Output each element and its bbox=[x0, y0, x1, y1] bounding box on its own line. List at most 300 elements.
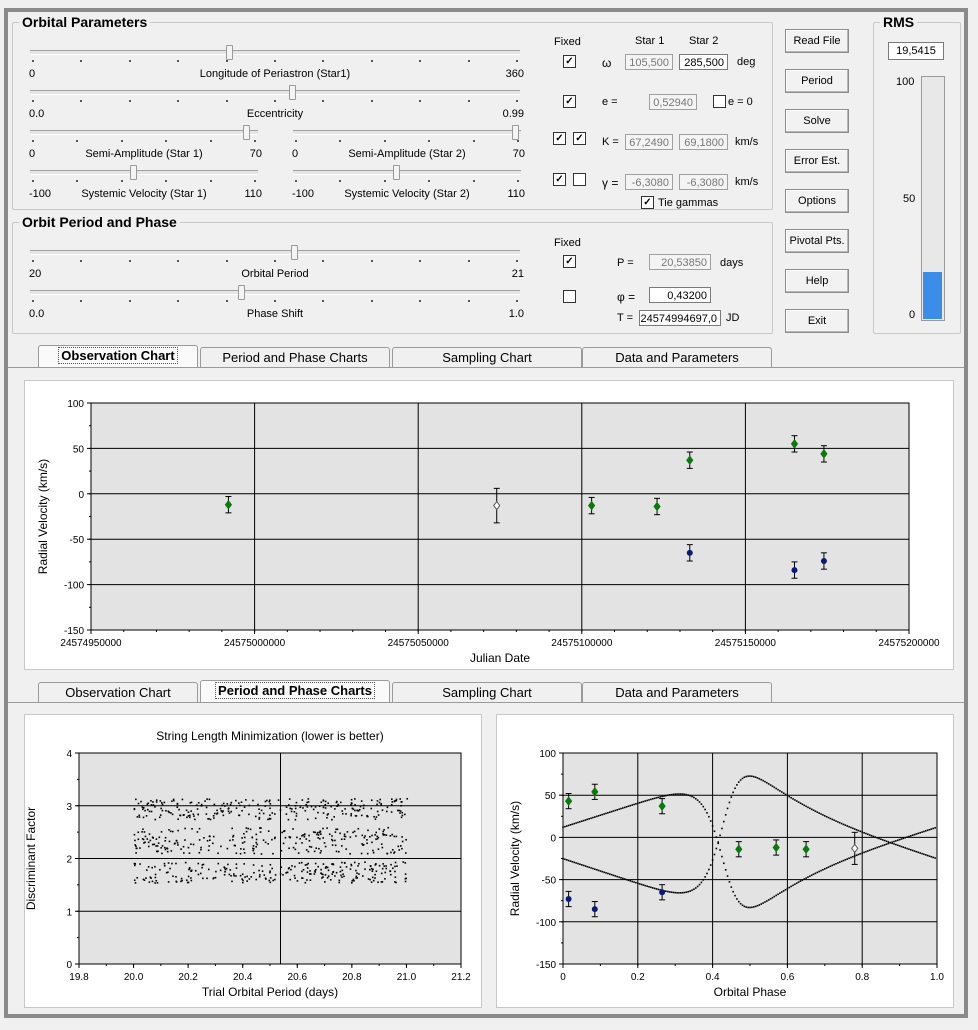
trial-point bbox=[152, 801, 154, 803]
trial-point bbox=[207, 840, 209, 842]
trial-point bbox=[173, 799, 175, 801]
model-point-star1 bbox=[798, 881, 800, 883]
gamma-star2-field[interactable]: -6,3080 bbox=[679, 174, 728, 190]
trial-point bbox=[338, 851, 340, 853]
model-point-star1 bbox=[912, 834, 914, 836]
trial-point bbox=[358, 863, 360, 865]
k2-slider-label: Semi-Amplitude (Star 2) bbox=[348, 148, 466, 160]
slider-tick bbox=[32, 260, 34, 262]
trial-point bbox=[300, 806, 302, 808]
model-point-star2 bbox=[925, 854, 927, 856]
trial-point bbox=[168, 812, 170, 814]
star1-header: Star 1 bbox=[635, 35, 665, 47]
model-point-star2 bbox=[901, 846, 903, 848]
trial-point bbox=[400, 845, 402, 847]
trial-point bbox=[197, 808, 199, 810]
trial-point bbox=[341, 838, 343, 840]
model-point-star2 bbox=[837, 821, 839, 823]
trial-point bbox=[339, 880, 341, 882]
trial-point bbox=[345, 813, 347, 815]
trial-point bbox=[197, 831, 199, 833]
trial-point bbox=[303, 869, 305, 871]
trial-point bbox=[240, 853, 242, 855]
star2-point bbox=[687, 550, 693, 556]
model-point-star2 bbox=[889, 842, 891, 844]
trial-point bbox=[294, 866, 296, 868]
model-point-star1 bbox=[820, 870, 822, 872]
trial-point bbox=[145, 836, 147, 838]
trial-point bbox=[223, 803, 225, 805]
phase-slider-track[interactable] bbox=[30, 290, 520, 295]
trial-point bbox=[293, 847, 295, 849]
model-point-star2 bbox=[712, 859, 714, 861]
trial-point bbox=[363, 844, 365, 846]
ecc-fixed-checkbox[interactable]: ✓ bbox=[563, 95, 576, 108]
k-star1-field[interactable]: 67,2490 bbox=[625, 134, 673, 150]
pivotal-pts-button[interactable]: Pivotal Pts. bbox=[785, 229, 849, 253]
trial-point bbox=[235, 875, 237, 877]
model-point-star1 bbox=[736, 898, 738, 900]
model-point-star1 bbox=[787, 888, 789, 890]
trial-point bbox=[178, 809, 180, 811]
ecc-field[interactable]: 0,52940 bbox=[649, 94, 697, 110]
y-tick-label: -150 bbox=[535, 960, 556, 971]
trial-point bbox=[328, 870, 330, 872]
model-point-star1 bbox=[871, 849, 873, 851]
trial-point bbox=[183, 852, 185, 854]
k1-slider-max: 70 bbox=[249, 148, 262, 160]
model-point-star2 bbox=[831, 819, 833, 821]
trial-point bbox=[162, 810, 164, 812]
v2-slider-track[interactable] bbox=[293, 170, 521, 175]
trial-point bbox=[311, 846, 313, 848]
model-point-star2 bbox=[768, 783, 770, 785]
model-point-star2 bbox=[650, 887, 652, 889]
trial-point bbox=[193, 815, 195, 817]
trial-point bbox=[323, 800, 325, 802]
model-point-star1 bbox=[759, 904, 761, 906]
trial-point bbox=[190, 877, 192, 879]
trial-point bbox=[139, 863, 141, 865]
model-point-star2 bbox=[770, 784, 772, 786]
trial-point bbox=[371, 835, 373, 837]
star2-header: Star 2 bbox=[689, 35, 719, 47]
trial-point bbox=[197, 863, 199, 865]
model-point-star1 bbox=[732, 891, 734, 893]
trial-point bbox=[206, 798, 208, 800]
model-point-star2 bbox=[585, 865, 587, 867]
tie-gammas-checkbox[interactable]: ✓ bbox=[641, 196, 654, 209]
top-tab-1[interactable] bbox=[200, 347, 390, 367]
gamma1-fixed-checkbox[interactable]: ✓ bbox=[553, 173, 566, 186]
trial-point bbox=[372, 877, 374, 879]
model-point-star1 bbox=[581, 820, 583, 822]
trial-point bbox=[152, 844, 154, 846]
model-point-star2 bbox=[570, 860, 572, 862]
trial-point bbox=[332, 844, 334, 846]
trial-point bbox=[252, 800, 254, 802]
omega-star1-field[interactable]: 105,500 bbox=[625, 54, 673, 70]
model-point-star2 bbox=[697, 886, 699, 888]
trial-point bbox=[376, 804, 378, 806]
bottom-tab-2[interactable] bbox=[392, 682, 582, 702]
trial-point bbox=[214, 804, 216, 806]
model-point-star2 bbox=[833, 819, 835, 821]
model-point-star2 bbox=[817, 811, 819, 813]
trial-point bbox=[375, 864, 377, 866]
model-point-star2 bbox=[882, 839, 884, 841]
trial-point bbox=[307, 806, 309, 808]
model-point-star1 bbox=[652, 798, 654, 800]
help-button[interactable]: Help bbox=[785, 269, 849, 293]
bottom-tab-1[interactable] bbox=[200, 680, 390, 702]
trial-point bbox=[272, 880, 274, 882]
trial-point bbox=[399, 812, 401, 814]
period-unit: days bbox=[720, 257, 744, 269]
period-field[interactable]: 20,53850 bbox=[649, 254, 711, 270]
x-tick-label: 24575050000 bbox=[387, 638, 449, 649]
trial-point bbox=[199, 852, 201, 854]
model-point-star2 bbox=[906, 848, 908, 850]
k2-slider-track[interactable] bbox=[293, 130, 521, 135]
period-fixed-checkbox[interactable]: ✓ bbox=[563, 255, 576, 268]
exit-button[interactable]: Exit bbox=[785, 309, 849, 333]
trial-point bbox=[168, 829, 170, 831]
trial-point bbox=[200, 849, 202, 851]
trial-point bbox=[322, 828, 324, 830]
model-point-star2 bbox=[904, 847, 906, 849]
model-point-star1 bbox=[622, 807, 624, 809]
trial-point bbox=[288, 847, 290, 849]
e0-checkbox[interactable] bbox=[713, 95, 726, 108]
trial-point bbox=[233, 875, 235, 877]
top-tab-2[interactable] bbox=[392, 347, 582, 367]
trial-point bbox=[253, 864, 255, 866]
trial-point bbox=[263, 874, 265, 876]
trial-point bbox=[138, 803, 140, 805]
slider-tick bbox=[468, 60, 470, 62]
slider-tick bbox=[468, 260, 470, 262]
trial-point bbox=[255, 879, 257, 881]
k-star2-field[interactable]: 69,1800 bbox=[679, 134, 728, 150]
model-point-star1 bbox=[788, 887, 790, 889]
trial-point bbox=[395, 862, 397, 864]
bottom-tab-0[interactable] bbox=[38, 682, 198, 702]
model-point-star1 bbox=[863, 852, 865, 854]
trial-point bbox=[137, 816, 139, 818]
model-point-star2 bbox=[745, 776, 747, 778]
model-point-star1 bbox=[729, 881, 731, 883]
trial-point bbox=[301, 842, 303, 844]
trial-point bbox=[398, 849, 400, 851]
trial-point bbox=[327, 802, 329, 804]
model-point-star1 bbox=[585, 819, 587, 821]
model-point-star2 bbox=[895, 844, 897, 846]
model-point-star1 bbox=[895, 840, 897, 842]
model-point-star1 bbox=[631, 804, 633, 806]
slider-tick bbox=[468, 300, 470, 302]
slider-tick bbox=[80, 100, 82, 102]
model-point-star2 bbox=[732, 792, 734, 794]
trial-point bbox=[326, 827, 328, 829]
model-point-star2 bbox=[860, 831, 862, 833]
model-point-star2 bbox=[841, 823, 843, 825]
trial-point bbox=[188, 869, 190, 871]
period-phase-title: Orbit Period and Phase bbox=[19, 214, 180, 230]
trial-point bbox=[380, 804, 382, 806]
trial-point bbox=[238, 802, 240, 804]
trial-point bbox=[214, 813, 216, 815]
model-point-star2 bbox=[912, 850, 914, 852]
trial-point bbox=[170, 812, 172, 814]
k1-slider-track[interactable] bbox=[30, 130, 258, 135]
model-point-star1 bbox=[687, 794, 689, 796]
trial-point bbox=[371, 808, 373, 810]
trial-point bbox=[236, 863, 238, 865]
slider-tick bbox=[210, 180, 212, 182]
x-tick-label: 0.6 bbox=[780, 972, 795, 983]
t-field[interactable]: 24574994697,0 bbox=[639, 310, 721, 326]
period-slider-thumb[interactable] bbox=[291, 245, 298, 260]
trial-point bbox=[136, 877, 138, 879]
fixed-label: Fixed bbox=[554, 36, 581, 48]
slider-tick bbox=[32, 60, 34, 62]
trial-point bbox=[364, 861, 366, 863]
error-est-button[interactable]: Error Est. bbox=[785, 149, 849, 173]
k1-slider-thumb[interactable] bbox=[243, 125, 250, 140]
trial-point bbox=[236, 867, 238, 869]
gamma2-fixed-checkbox[interactable] bbox=[573, 173, 586, 186]
trial-point bbox=[175, 876, 177, 878]
trial-point bbox=[199, 828, 201, 830]
model-point-star1 bbox=[846, 858, 848, 860]
model-point-star1 bbox=[923, 831, 925, 833]
trial-point bbox=[261, 865, 263, 867]
e0-label: e = 0 bbox=[728, 96, 753, 108]
trial-point bbox=[376, 816, 378, 818]
trial-point bbox=[157, 845, 159, 847]
trial-point bbox=[344, 838, 346, 840]
trial-point bbox=[356, 872, 358, 874]
trial-point bbox=[310, 879, 312, 881]
trial-point bbox=[309, 840, 311, 842]
model-point-star2 bbox=[577, 863, 579, 865]
model-point-star1 bbox=[790, 886, 792, 888]
trial-point bbox=[398, 810, 400, 812]
trial-point bbox=[143, 807, 145, 809]
k1-fixed-checkbox[interactable]: ✓ bbox=[553, 132, 566, 145]
omega-star2-field[interactable]: 285,500 bbox=[679, 54, 728, 70]
v2-slider-thumb[interactable] bbox=[393, 165, 400, 180]
trial-point bbox=[386, 811, 388, 813]
x-axis-label: Trial Orbital Period (days) bbox=[201, 985, 339, 999]
trial-point bbox=[201, 867, 203, 869]
k2-fixed-checkbox[interactable]: ✓ bbox=[573, 132, 586, 145]
trial-point bbox=[259, 827, 261, 829]
slider-tick bbox=[295, 180, 297, 182]
trial-point bbox=[354, 798, 356, 800]
model-point-star1 bbox=[637, 802, 639, 804]
period-button[interactable]: Period bbox=[785, 69, 849, 93]
x-tick-label: 24574950000 bbox=[60, 638, 122, 649]
model-point-star2 bbox=[802, 803, 804, 805]
trial-point bbox=[269, 807, 271, 809]
trial-point bbox=[183, 814, 185, 816]
trial-point bbox=[315, 869, 317, 871]
trial-point bbox=[283, 843, 285, 845]
model-point-star2 bbox=[792, 798, 794, 800]
model-point-star1 bbox=[697, 799, 699, 801]
trial-point bbox=[158, 842, 160, 844]
trial-point bbox=[217, 812, 219, 814]
trial-point bbox=[401, 848, 403, 850]
trial-point bbox=[201, 804, 203, 806]
trial-point bbox=[270, 882, 272, 884]
periastron-slider-thumb[interactable] bbox=[226, 45, 233, 60]
options-button[interactable]: Options bbox=[785, 189, 849, 213]
x-tick-label: 21.2 bbox=[451, 972, 471, 983]
trial-point bbox=[396, 836, 398, 838]
k2-slider-thumb[interactable] bbox=[512, 125, 519, 140]
model-point-star1 bbox=[818, 871, 820, 873]
model-point-star1 bbox=[833, 864, 835, 866]
trial-point bbox=[372, 870, 374, 872]
slider-tick bbox=[32, 300, 34, 302]
trial-point bbox=[392, 849, 394, 851]
model-point-star1 bbox=[783, 890, 785, 892]
model-point-star1 bbox=[695, 798, 697, 800]
phase-field[interactable]: 0,43200 bbox=[649, 287, 711, 303]
slider-tick bbox=[121, 180, 123, 182]
eccentricity-slider-track[interactable] bbox=[30, 90, 520, 95]
trial-point bbox=[340, 802, 342, 804]
model-point-star1 bbox=[680, 793, 682, 795]
trial-point bbox=[289, 798, 291, 800]
model-point-star2 bbox=[723, 821, 725, 823]
top-tab-3[interactable] bbox=[582, 347, 772, 367]
top-tab-0[interactable] bbox=[38, 345, 198, 367]
trial-point bbox=[164, 840, 166, 842]
trial-point bbox=[394, 800, 396, 802]
trial-point bbox=[184, 828, 186, 830]
trial-point bbox=[351, 880, 353, 882]
phase-slider-thumb[interactable] bbox=[238, 285, 245, 300]
trial-point bbox=[324, 881, 326, 883]
model-point-star1 bbox=[860, 853, 862, 855]
trial-point bbox=[390, 835, 392, 837]
trial-point bbox=[151, 867, 153, 869]
trial-point bbox=[174, 843, 176, 845]
gamma-star1-field[interactable]: -6,3080 bbox=[625, 174, 673, 190]
slider-tick bbox=[226, 100, 228, 102]
model-point-star2 bbox=[918, 852, 920, 854]
slider-tick bbox=[165, 180, 167, 182]
trial-point bbox=[197, 814, 199, 816]
trial-point bbox=[331, 873, 333, 875]
bottom-tab-3[interactable] bbox=[582, 682, 772, 702]
model-point-star1 bbox=[671, 794, 673, 796]
slider-tick bbox=[371, 300, 373, 302]
omega-fixed-checkbox[interactable]: ✓ bbox=[563, 55, 576, 68]
model-point-star1 bbox=[573, 823, 575, 825]
trial-point bbox=[160, 814, 162, 816]
model-point-star2 bbox=[777, 789, 779, 791]
trial-point bbox=[379, 828, 381, 830]
trial-point bbox=[299, 838, 301, 840]
slider-tick bbox=[121, 140, 123, 142]
model-point-star1 bbox=[641, 801, 643, 803]
model-point-star1 bbox=[603, 813, 605, 815]
y-tick-label: -100 bbox=[63, 580, 84, 592]
trial-point bbox=[335, 829, 337, 831]
period-slider-track[interactable] bbox=[30, 250, 520, 255]
model-point-star2 bbox=[874, 836, 876, 838]
model-point-star1 bbox=[848, 857, 850, 859]
model-point-star2 bbox=[637, 882, 639, 884]
model-point-star1 bbox=[701, 803, 703, 805]
model-point-star1 bbox=[886, 843, 888, 845]
periastron-slider-track[interactable] bbox=[30, 50, 520, 55]
phase-fixed-checkbox[interactable] bbox=[563, 290, 576, 303]
trial-point bbox=[351, 803, 353, 805]
trial-point bbox=[221, 805, 223, 807]
trial-point bbox=[382, 809, 384, 811]
trial-point bbox=[294, 877, 296, 879]
star2-point bbox=[821, 558, 827, 564]
slider-tick bbox=[419, 60, 421, 62]
model-point-star2 bbox=[888, 841, 890, 843]
model-point-star1 bbox=[706, 812, 708, 814]
rms-scale-bottom: 0 bbox=[909, 309, 916, 321]
solve-button[interactable]: Solve bbox=[785, 109, 849, 133]
v1-slider-track[interactable] bbox=[30, 170, 258, 175]
trial-point bbox=[319, 838, 321, 840]
model-point-star2 bbox=[695, 887, 697, 889]
trial-point bbox=[244, 876, 246, 878]
trial-point bbox=[405, 878, 407, 880]
trial-point bbox=[326, 817, 328, 819]
model-point-star1 bbox=[919, 832, 921, 834]
model-point-star1 bbox=[693, 797, 695, 799]
trial-point bbox=[294, 875, 296, 877]
v2-slider-label: Systemic Velocity (Star 2) bbox=[344, 188, 470, 200]
trial-point bbox=[400, 801, 402, 803]
model-point-star2 bbox=[583, 865, 585, 867]
trial-point bbox=[291, 811, 293, 813]
x-tick-label: 0 bbox=[560, 972, 566, 983]
model-point-star2 bbox=[775, 788, 777, 790]
trial-point bbox=[164, 847, 166, 849]
trial-point bbox=[240, 848, 242, 850]
read-file-button[interactable]: Read File bbox=[785, 29, 849, 53]
eccentricity-slider-thumb[interactable] bbox=[289, 85, 296, 100]
trial-point bbox=[320, 850, 322, 852]
trial-point bbox=[381, 843, 383, 845]
trial-point bbox=[320, 869, 322, 871]
trial-point bbox=[386, 853, 388, 855]
model-point-star1 bbox=[809, 875, 811, 877]
tie-gammas-label: Tie gammas bbox=[658, 197, 719, 209]
slider-tick bbox=[517, 140, 519, 142]
trial-point bbox=[189, 852, 191, 854]
model-point-star1 bbox=[708, 816, 710, 818]
model-point-star1 bbox=[669, 794, 671, 796]
slider-tick bbox=[80, 300, 82, 302]
model-point-star2 bbox=[846, 825, 848, 827]
v1-slider-thumb[interactable] bbox=[130, 165, 137, 180]
trial-point bbox=[287, 872, 289, 874]
model-point-star2 bbox=[794, 799, 796, 801]
